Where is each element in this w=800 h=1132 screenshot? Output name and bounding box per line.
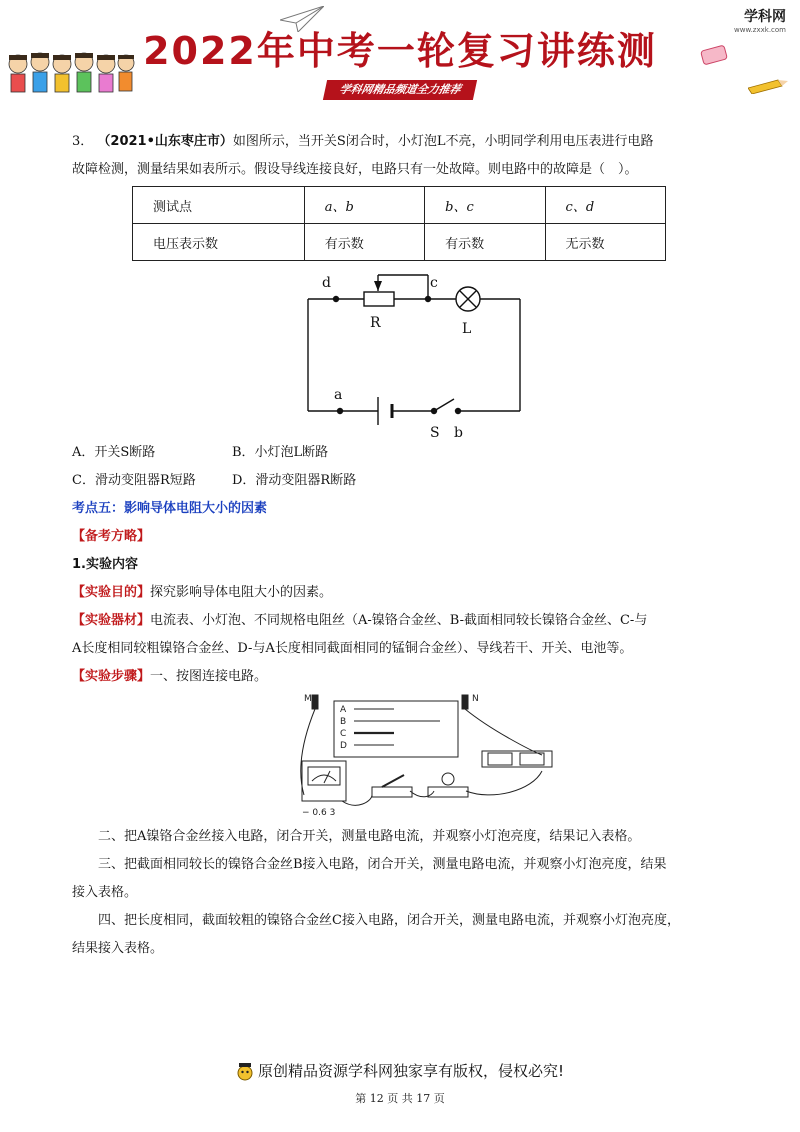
step-2: 二、把A镍铬合金丝接入电路，闭合开关，测量电路电流，并观察小灯泡亮度，结果记入表格。 (98, 829, 641, 844)
table-cell: a、b (304, 187, 424, 224)
question-line-1 (72, 128, 732, 156)
table-cell: 有示数 (425, 224, 545, 261)
table-cell: 测试点 (133, 187, 305, 224)
steps-text: 一、按图连接电路。 (150, 669, 268, 684)
apparatus-label-N: N (472, 694, 479, 704)
table-cell: 有示数 (304, 224, 424, 261)
apparatus-diagram (72, 691, 732, 823)
apparatus-label-A: A (340, 705, 347, 715)
table-cell: 无示数 (545, 224, 665, 261)
steps-label: 【实验步骤】 (72, 669, 151, 684)
table-cell: 电压表示数 (133, 224, 305, 261)
ammeter-scale: − 0.6 3 (302, 808, 336, 818)
document-body (72, 128, 732, 963)
step-3b: 接入表格。 (72, 885, 138, 900)
apparatus-label-B: B (340, 717, 347, 727)
pencil-icon (748, 78, 788, 94)
question-line-2: 故障检测，测量结果如表所示。假设导线连接良好，电路只有一处故障。则电路中的故障是（ ）。 (72, 162, 638, 177)
circuit-diagram (72, 261, 732, 439)
mascot-icon (236, 1061, 254, 1083)
label-L: L (462, 321, 472, 337)
step-4a: 四、把长度相同，截面较粗的镍铬合金丝C接入电路，闭合开关，测量电路电流，并观察小灯泡亮度， (98, 913, 680, 928)
equipment-text-1: 电流表、小灯泡、不同规格电阻丝（A-镍铬合金丝、B-截面相同较长镍铬合金丝、C-与 (150, 613, 648, 628)
label-a: a (334, 387, 343, 403)
copyright-notice (0, 1060, 800, 1083)
option-b: B．小灯泡L断路 (232, 445, 329, 460)
question-source: （2021•山东枣庄市） (97, 134, 233, 149)
section-heading: 考点五：影响导体电阻大小的因素 (72, 501, 268, 516)
option-d: D．滑动变阻器R断路 (232, 473, 357, 488)
table-row (133, 187, 666, 224)
copyright-text: 原创精品资源学科网独家享有版权，侵权必究! (257, 1062, 564, 1080)
page-number: 第 12 页 共 17 页 (355, 1092, 445, 1105)
label-R: R (370, 315, 381, 331)
eraser-icon (700, 44, 730, 66)
label-c: c (430, 275, 438, 291)
voltage-table (132, 186, 666, 261)
equipment-label: 【实验器材】 (72, 613, 151, 628)
table-row (133, 224, 666, 261)
purpose-text: 探究影响导体电阻大小的因素。 (150, 585, 333, 600)
section-tag: 【备考方略】 (72, 529, 151, 544)
step-4b: 结果接入表格。 (72, 941, 164, 956)
xuekewang-logo: 学科网 www.zxxk.com (734, 9, 786, 34)
circuit-nodes (333, 296, 461, 414)
apparatus-label-M: M (304, 694, 312, 704)
option-a: A．开关S断路 (72, 445, 156, 460)
answer-options (72, 439, 732, 495)
label-d: d (322, 275, 331, 291)
purpose-label: 【实验目的】 (72, 585, 151, 600)
header-banner (0, 0, 800, 110)
option-c: C．滑动变阻器R短路 (72, 473, 196, 488)
sub-heading: 1.实验内容 (72, 557, 138, 572)
apparatus-label-C: C (340, 729, 347, 739)
question-number: 3． (72, 134, 94, 149)
table-cell: c、d (545, 187, 665, 224)
equipment-text-2: A长度相同较粗镍铬合金丝、D-与A长度相同截面相同的锰铜合金丝）、导线若干、开关、电池等。 (72, 641, 633, 656)
table-cell: b、c (425, 187, 545, 224)
label-S: S (430, 425, 440, 439)
banner-title: 2022年中考一轮复习讲练测 (143, 29, 657, 73)
question-text-1: 如图所示，当开关S闭合时，小灯泡L不亮，小明同学利用电压表进行电路 (232, 134, 654, 149)
label-b: b (454, 425, 463, 439)
apparatus-label-D: D (340, 741, 347, 751)
banner-subtitle: 学科网精品频道全力推荐 (323, 80, 477, 100)
step-3a: 三、把截面相同较长的镍铬合金丝B接入电路，闭合开关，测量电路电流，并观察小灯泡亮度，结果 (98, 857, 667, 872)
